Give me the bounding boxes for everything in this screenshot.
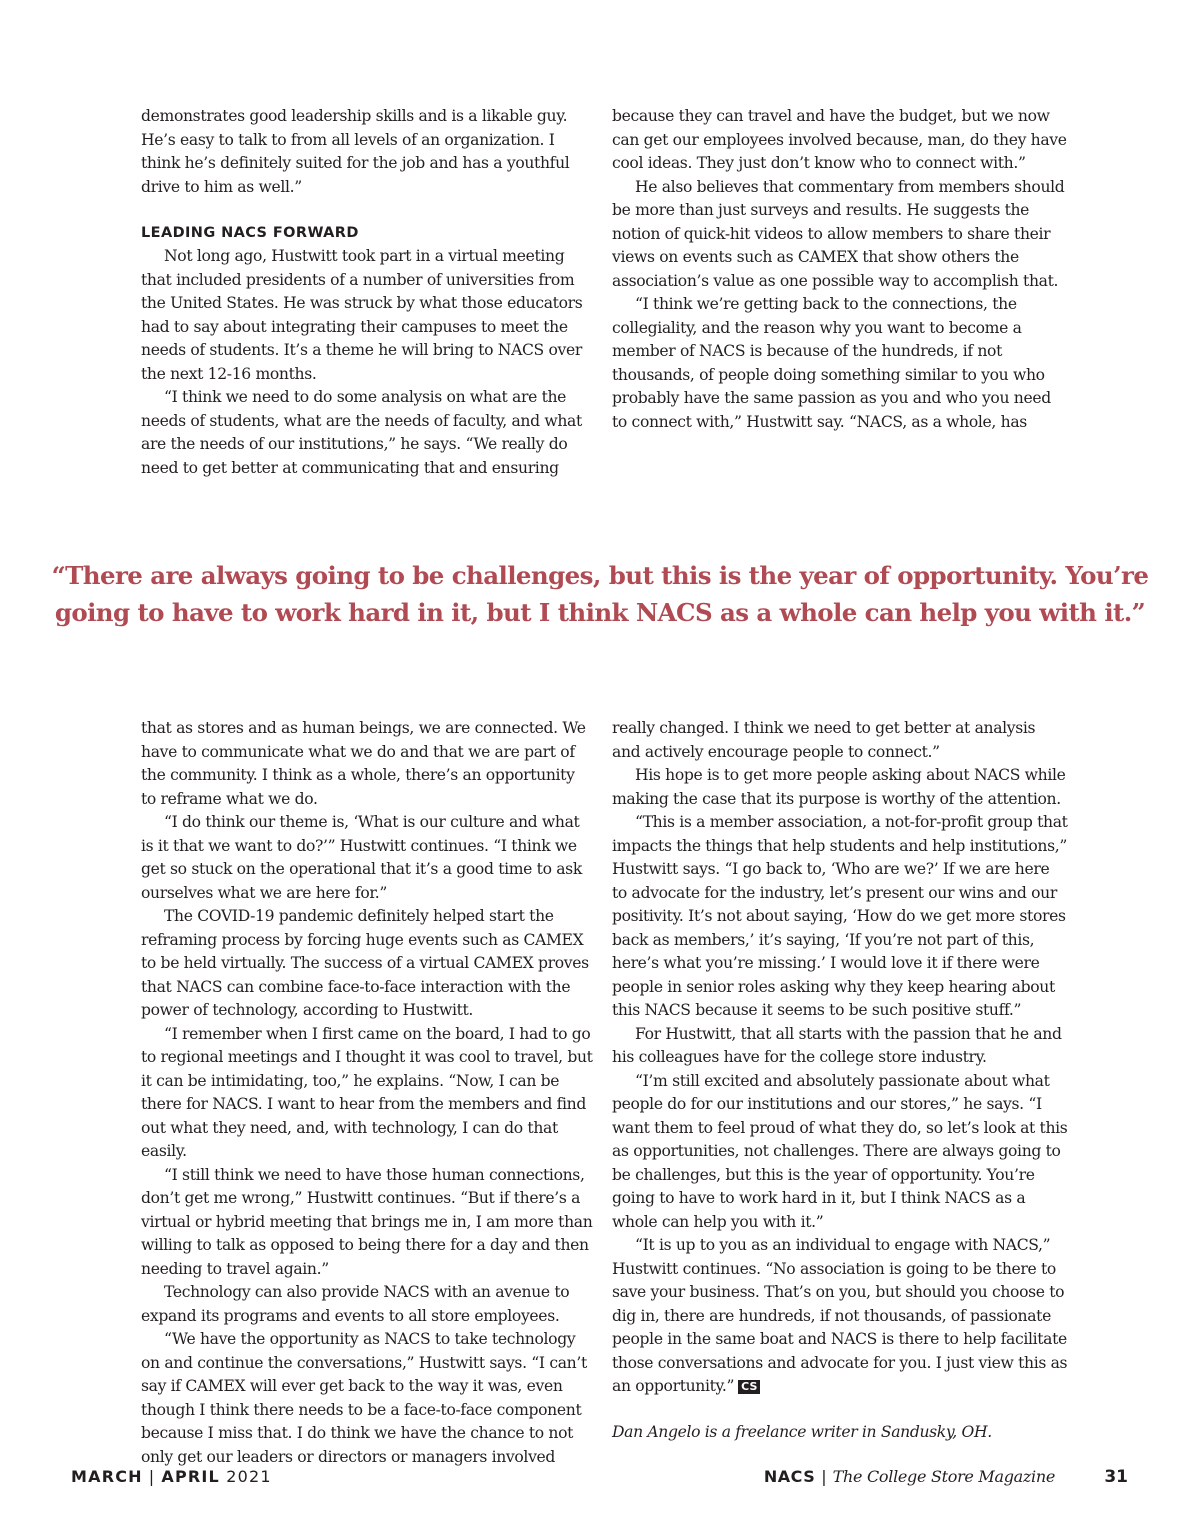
separator: | (148, 1467, 156, 1486)
paragraph: “I think we need to do some analysis on what are the needs of students, what are the needs of faculty, and what are the needs of our institutions,” he says. “We really do need to get better at communicating that and ensuring (141, 388, 582, 477)
article-column-3 (141, 717, 593, 1469)
paragraph: “I’m still excited and absolutely passionate about what people do for our institutions and our stores,” he says. “I want them to feel proud of what they do, so let’s look at this as opportunities, not challenges. There are always going to be challenges, but this is the year of opportunity. You’re going to have to work hard in it, but I think NACS as a whole can help you with it.” (612, 1071, 1068, 1231)
separator: | (821, 1467, 827, 1486)
article-column-1 (141, 105, 593, 480)
pull-quote-line-2: going to have to work hard in it, but I think NACS as a whole can help you with it.” (54, 598, 1146, 627)
paragraph-final (612, 1234, 1068, 1399)
magazine-title: The College Store Magazine (832, 1467, 1055, 1486)
issue-month-1: MARCH (71, 1467, 143, 1486)
issue-month-2: APRIL (161, 1467, 220, 1486)
paragraph: “I remember when I first came on the board, I had to go to regional meetings and I thought it was cool to travel, but it can be intimidating, too,” he explains. “Now, I can be there for NACS. I want to hear from the members and find out what they need, and, with technology, I can do that easily. (141, 1024, 593, 1160)
pull-quote (40, 557, 1160, 631)
paragraph: Not long ago, Hustwitt took part in a virtual meeting that included presidents of a number of universities from the United States. He was struck by what those educators had to say about integrating their campuses to meet the needs of students. It’s a theme he will bring to NACS over the next 12-16 months. (141, 247, 583, 383)
paragraph: Technology can also provide NACS with an avenue to expand its programs and events to all store employees. (141, 1283, 570, 1325)
paragraph: His hope is to get more people asking about NACS while making the case that its purpose is worthy of the attention. (612, 766, 1066, 808)
article-column-4 (612, 717, 1068, 1444)
paragraph: “We have the opportunity as NACS to take technology on and continue the conversations,” Hustwitt says. “I can’t say if CAMEX will ever get back to the way it was, even though I think there needs to be a face-to-face component because I miss that. I do think we have the chance to not only get our leaders or directors or managers involved (141, 1330, 587, 1466)
issue-date (71, 1467, 272, 1486)
section-heading: LEADING NACS FORWARD (141, 225, 359, 241)
paragraph: really changed. I think we need to get better at analysis and actively encourage people to connect.” (612, 719, 1036, 761)
paragraph: “I still think we need to have those human connections, don’t get me wrong,” Hustwitt continues. “But if there’s a virtual or hybrid meeting that brings me in, I am more than willing to talk as opposed to being there for a day and then needing to travel again.” (141, 1165, 593, 1278)
paragraph: The COVID-19 pandemic definitely helped start the reframing process by forcing huge events such as CAMEX to be held virtually. The success of a virtual CAMEX proves that NACS can combine face-to-face interaction with the power of technology, according to Hustwitt. (141, 907, 589, 1019)
page-footer (0, 1467, 1200, 1491)
paragraph: “I think we’re getting back to the connections, the collegiality, and the reason why you want to become a member of NACS is because of the hundreds, if not thousands, of people doing something similar to you who probably have the same passion as you and who you need to connect with,” Hustwitt say. “NACS, as a whole, has (612, 295, 1051, 431)
pull-quote-line-1: “There are always going to be challenges, but this is the year of opportunity. You’re (51, 561, 1149, 590)
author-byline: Dan Angelo is a freelance writer in Sandusky, OH. (612, 1422, 992, 1441)
article-column-2 (612, 105, 1068, 434)
paragraph: because they can travel and have the budget, but we now can get our employees involved because, man, do they have cool ideas. They just don’t know who to connect with.” (612, 107, 1067, 172)
paragraph: “This is a member association, a not-for-profit group that impacts the things that help students and help institutions,” Hustwitt says. “I go back to, ‘Who are we?’ If we are here to advocate for the industry, let’s present our wins and our positivity. It’s not about saying, ‘How do we get more stores back as members,’ it’s saying, ‘If you’re not part of this, here’s what you’re missing.’ I would love it if there were people in senior roles asking why they keep hearing about this NACS because it seems to be such positive stuff.” (612, 813, 1068, 1019)
paragraph: He also believes that commentary from members should be more than just surveys and results. He suggests the notion of quick-hit videos to allow members to share their views on events such as CAMEX that show others the association’s value as one possible way to accomplish that. (612, 177, 1065, 290)
page-number: 31 (1104, 1467, 1128, 1487)
paragraph: For Hustwitt, that all starts with the passion that he and his colleagues have for the college store industry. (612, 1024, 1062, 1066)
paragraph: “I do think our theme is, ‘What is our culture and what is it that we want to do?’” Hustwitt continues. “I think we get so stuck on the operational that it’s a good time to ask ourselves what we are here for.” (141, 813, 582, 902)
paragraph: demonstrates good leadership skills and is a likable guy. He’s easy to talk to from all levels of an organization. I think he’s definitely suited for the job and has a youthful drive to him as well.” (141, 107, 570, 196)
end-mark-icon: CS (738, 1380, 760, 1394)
brand-name: NACS (763, 1467, 816, 1486)
paragraph-text: “It is up to you as an individual to engage with NACS,” Hustwitt continues. “No association is going to be there to save your business. That’s on you, but should you choose to dig in, there are hundreds, if not thousands, of passionate people in the same boat and NACS is there to help facilitate those conversations and advocate for you. I just view this as an opportunity.” (612, 1236, 1068, 1395)
publication-name (764, 1467, 1055, 1486)
issue-year: 2021 (226, 1467, 272, 1486)
paragraph: that as stores and as human beings, we are connected. We have to communicate what we do and that we are part of the community. I think as a whole, there’s an opportunity to reframe what we do. (141, 719, 586, 808)
